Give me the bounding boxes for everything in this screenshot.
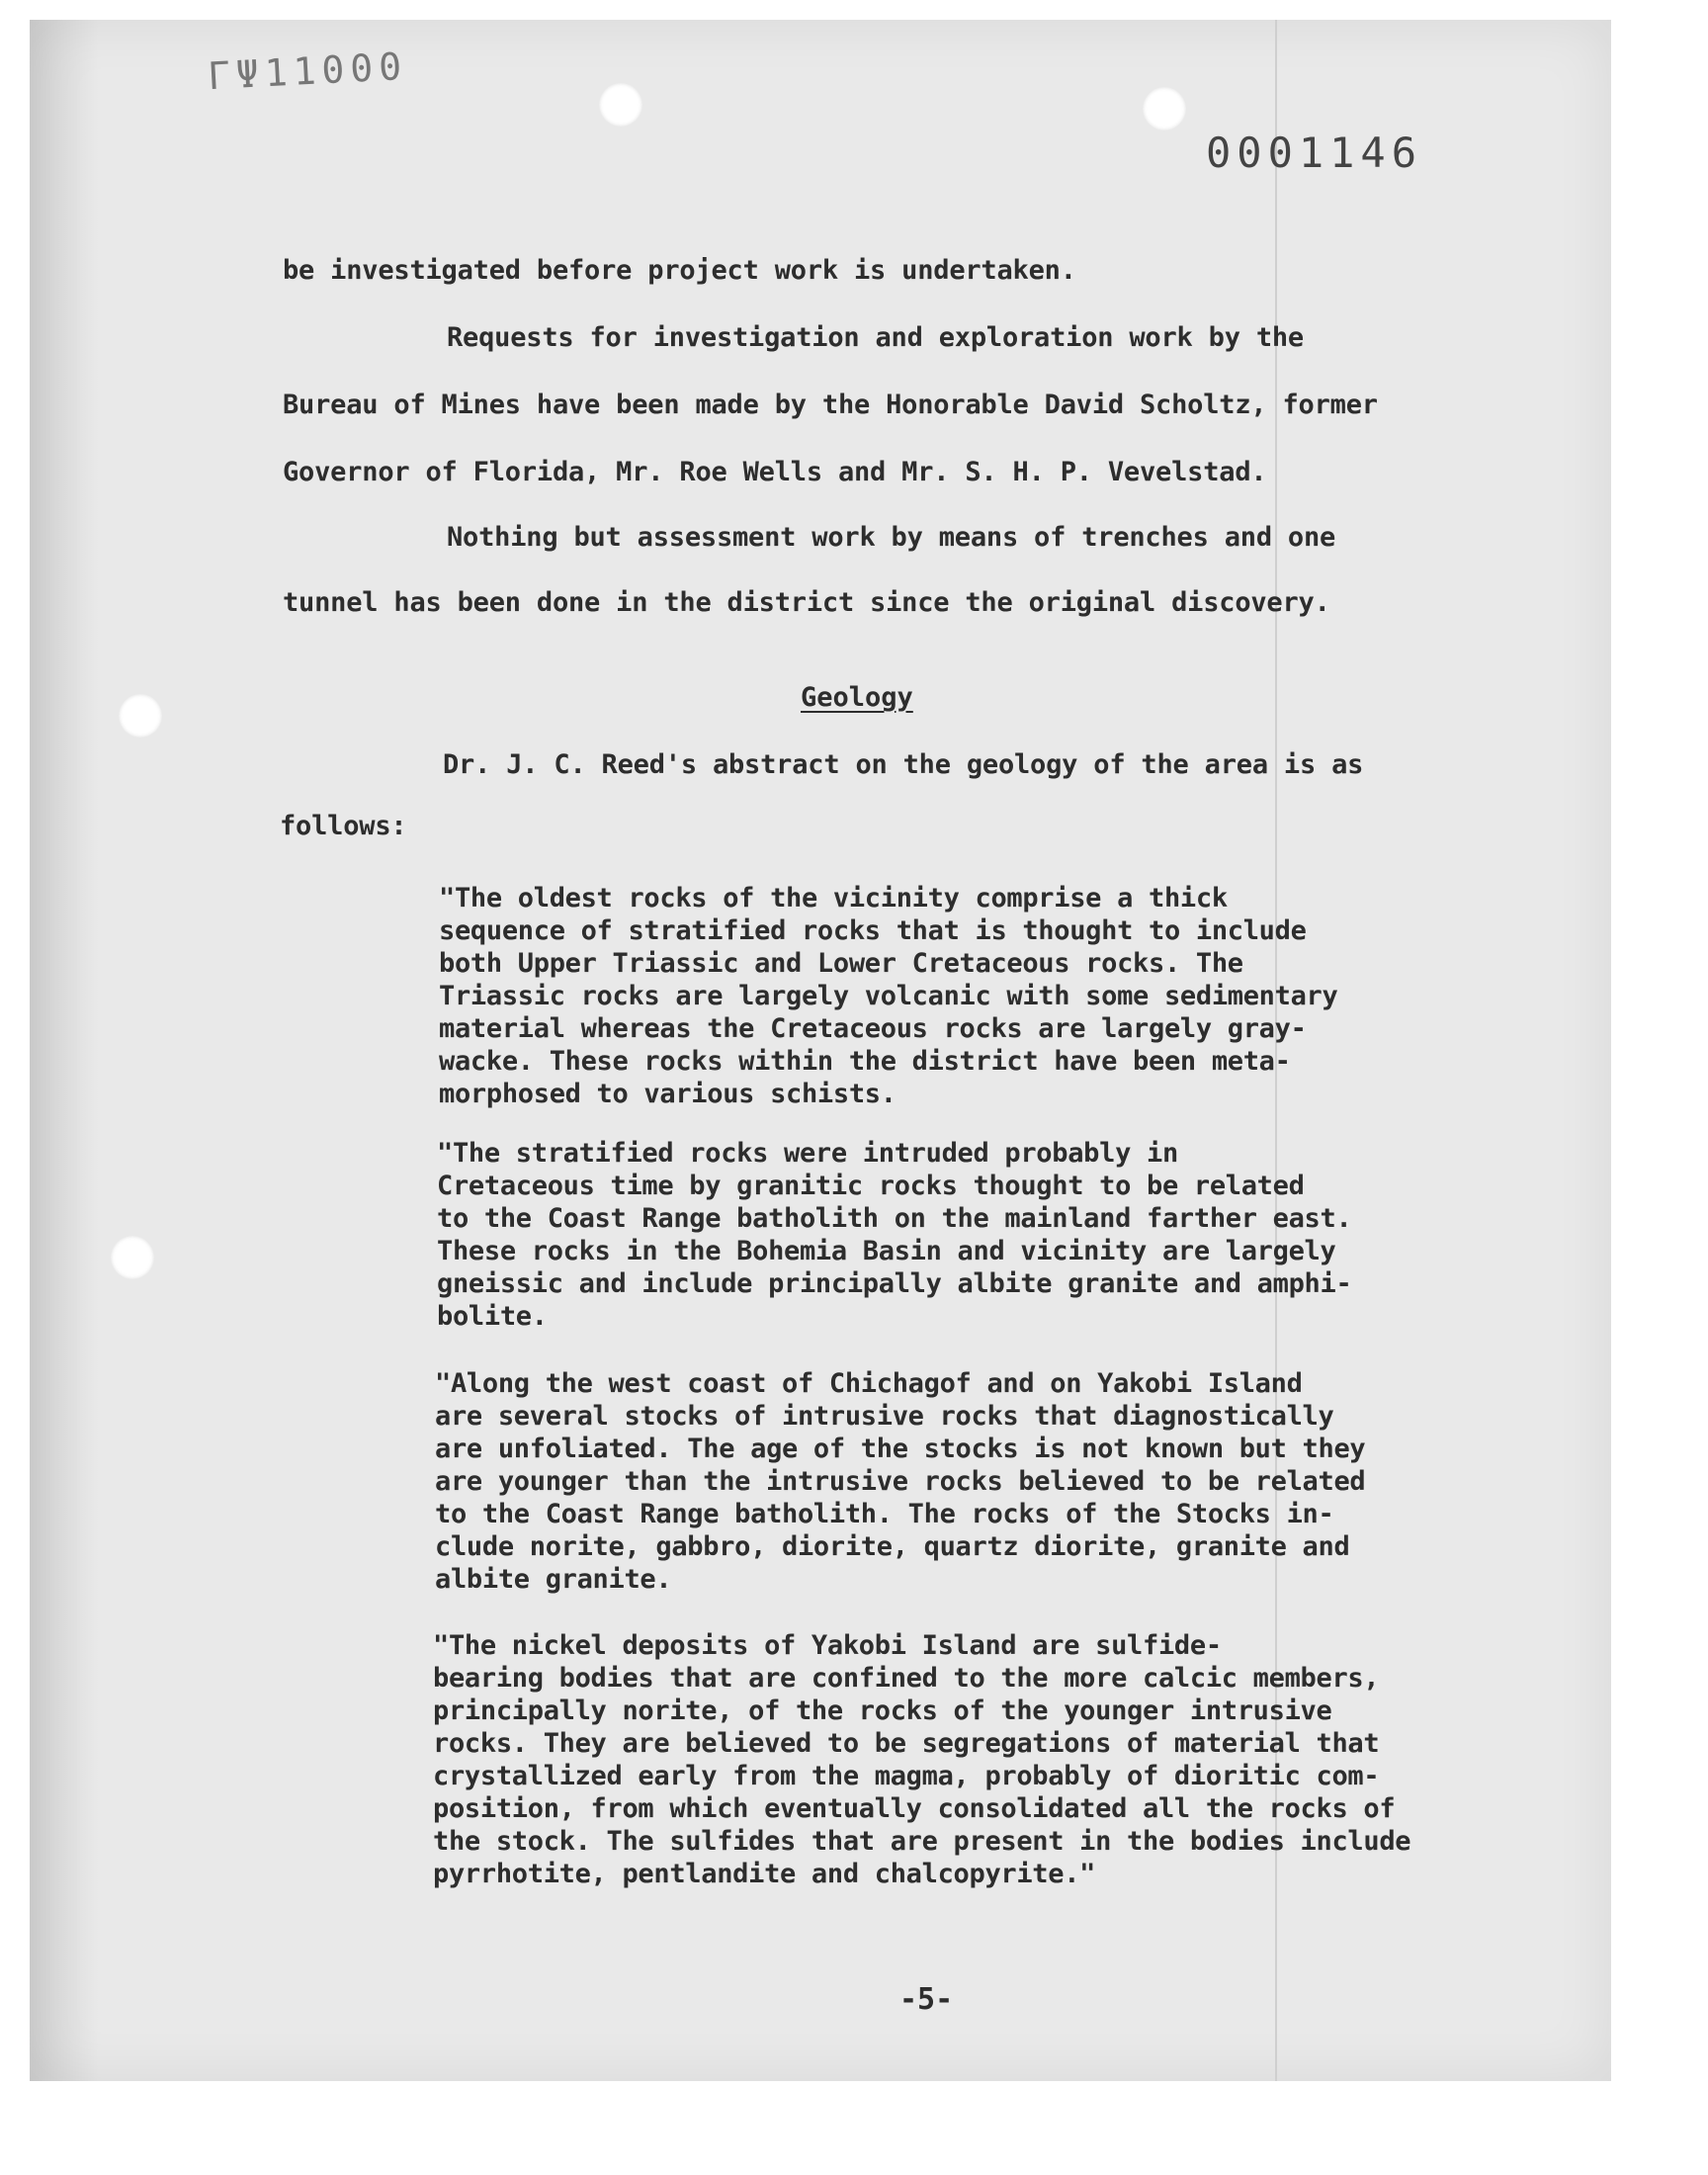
document-number-stamp: 0001146 (1206, 129, 1423, 177)
punch-hole-top-left (599, 83, 642, 127)
quote-paragraph-2: "The stratified rocks were intruded probably in Cretaceous time by granitic rocks thought to be related to the Coast Range batholith on the mainland farther east. These rocks in the Bohemia Basin and vicinity are largely gneissic and include principally albite granite and amphi- bolite. (437, 1138, 1352, 1332)
quote-paragraph-4: "The nickel deposits of Yakobi Island are sulfide- bearing bodies that are confined to the more calcic members, principally norite, of the rocks of the younger intrusive rocks. They are believed to be segregations of material that crystallized early from the magma, probably of dioritic com- position, from which eventually consolidated all the rocks of the stock. The sulfides that are present in the bodies include pyrrhotite, pentlandite and chalcopyrite." (433, 1630, 1411, 1889)
quote-paragraph-1: "The oldest rocks of the vicinity comprise a thick sequence of stratified rocks that is thought to include both Upper Triassic and Lower Cretaceous rocks. The Triassic rocks are largely volcanic with some sedimentary material whereas the Cretaceous rocks are largely gray- wacke. These rocks within the district have been meta- morphosed to various schists. (439, 883, 1338, 1109)
page-edge-shadow (30, 20, 99, 2081)
punch-hole-middle (119, 694, 162, 738)
abstract-line-2: follows: (280, 811, 407, 841)
punch-hole-top-right (1143, 87, 1186, 130)
intro-line-3: Bureau of Mines have been made by the Honorable David Scholtz, former (283, 390, 1378, 420)
quote-paragraph-3: "Along the west coast of Chichagof and on Yakobi Island are several stocks of intrusive rocks that diagnostically are unfoliated. The age of the stocks is not known but they are younger than the intrusive rocks believed to be related to the Coast Range batholith. The rocks of the Stocks in- clude norite, gabbro, diorite, quartz diorite, granite and albite granite. (435, 1368, 1366, 1595)
section-heading: Geology (801, 682, 913, 713)
document-code-stamp: ΓΨ11000 (206, 44, 409, 99)
intro-line-4: Governor of Florida, Mr. Roe Wells and Mr. S. H. P. Vevelstad. (283, 457, 1267, 487)
punch-hole-lower (111, 1236, 154, 1279)
intro-line-2: Requests for investigation and exploration work by the (447, 322, 1304, 353)
abstract-line-1: Dr. J. C. Reed's abstract on the geology of the area is as (443, 749, 1364, 780)
intro-line-1: be investigated before project work is undertaken. (283, 255, 1076, 286)
page-number: -5- (899, 1982, 954, 2017)
intro-line-6: tunnel has been done in the district since the original discovery. (283, 587, 1330, 618)
intro-line-5: Nothing but assessment work by means of trenches and one (447, 522, 1336, 553)
